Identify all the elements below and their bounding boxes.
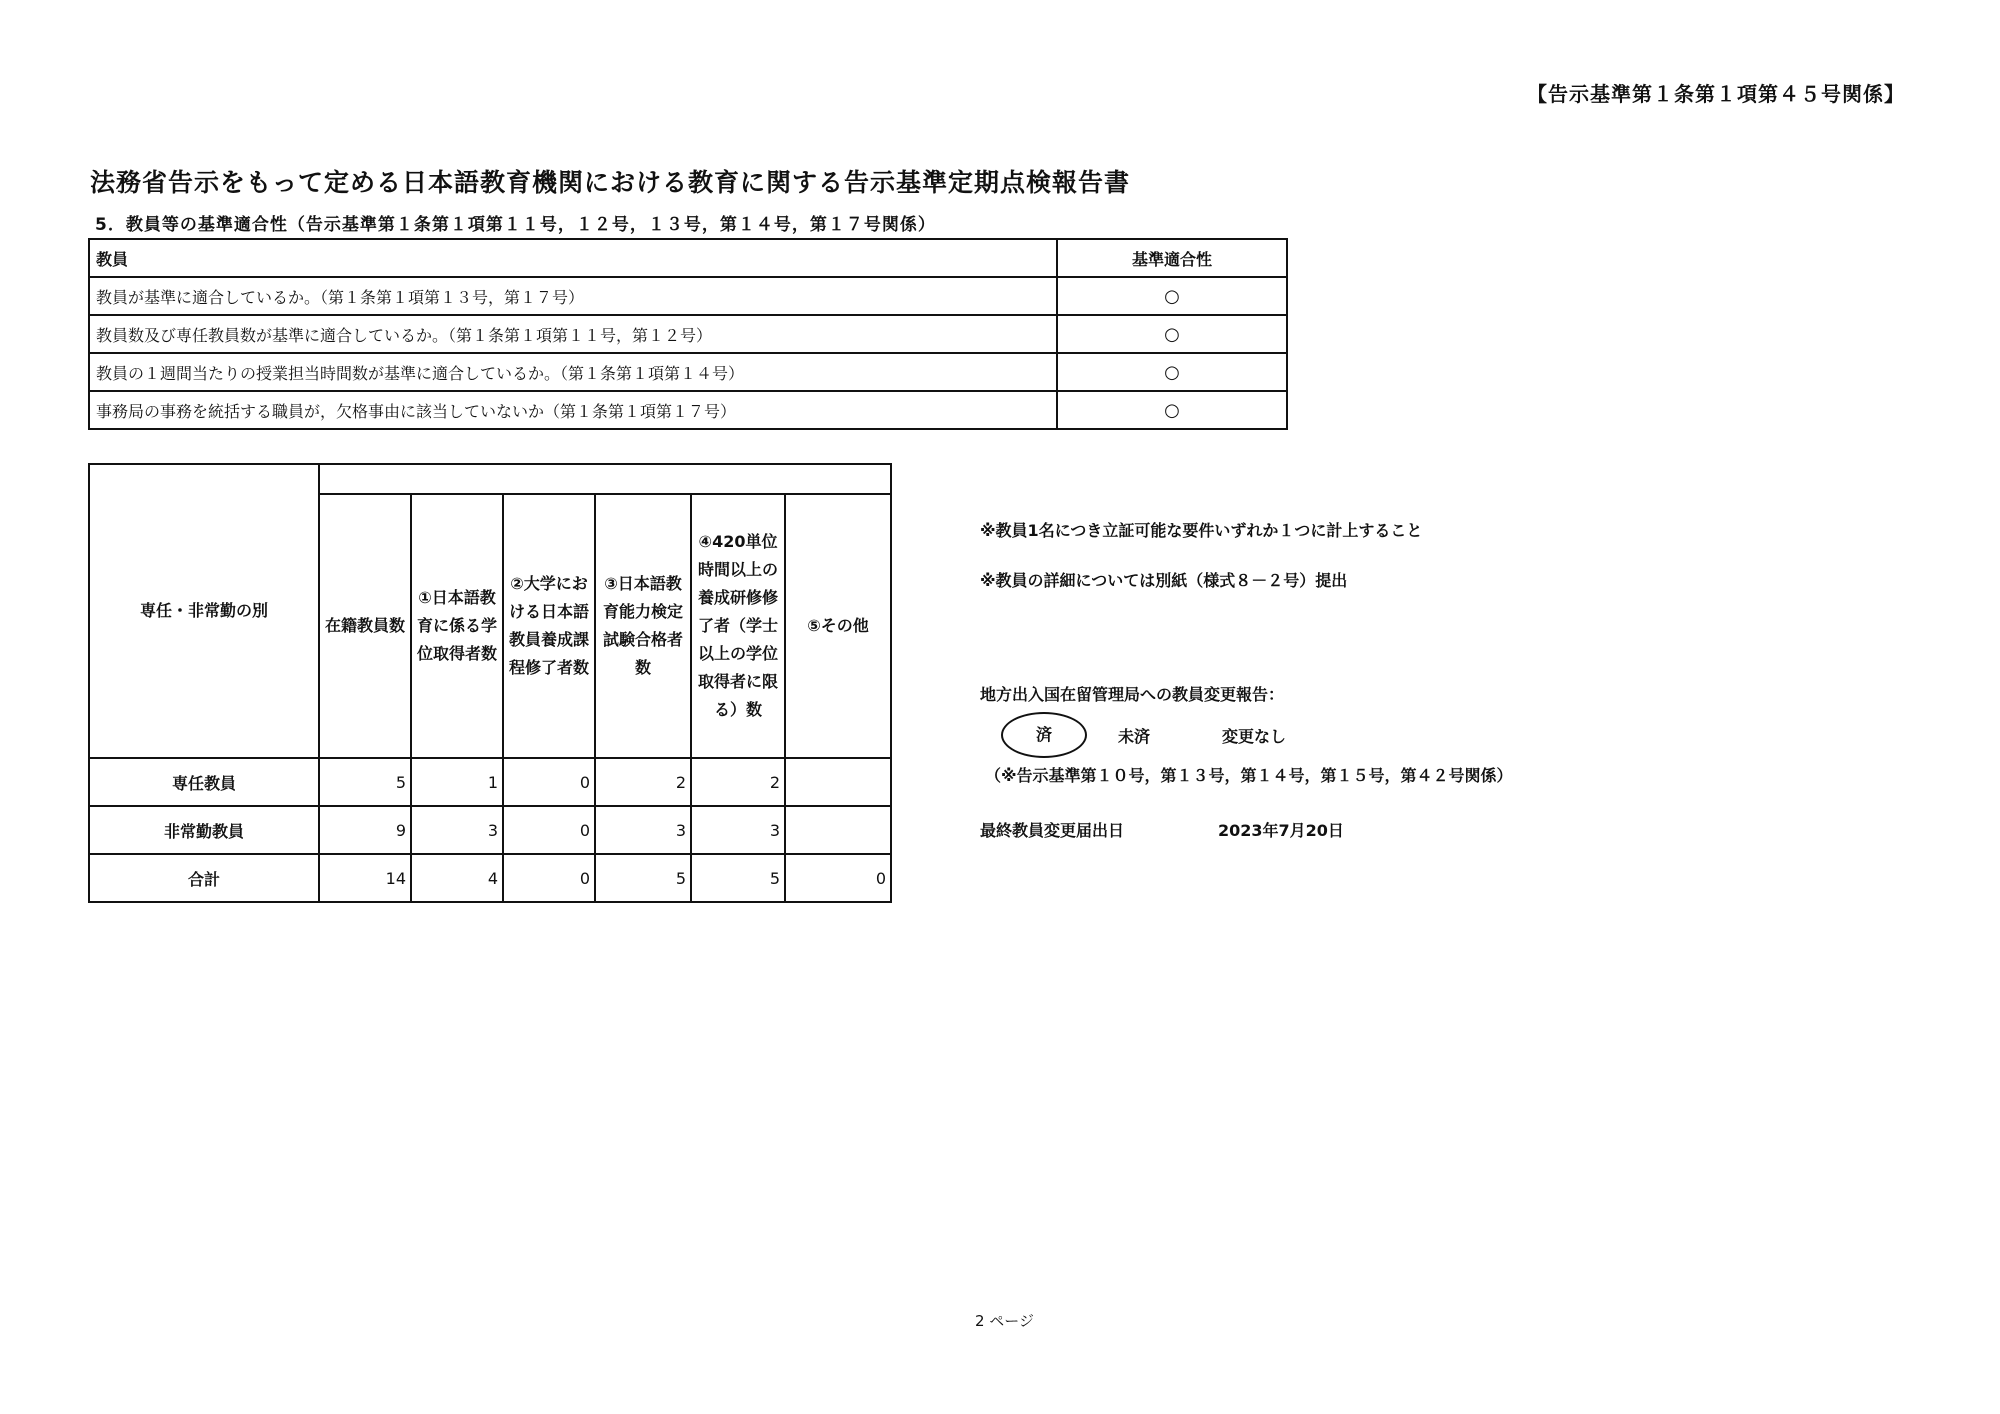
attachment-note: ※教員の詳細については別紙（様式８－２号）提出 xyxy=(980,571,1348,590)
row-label: 専任教員 xyxy=(89,758,319,806)
reference-tag: 【告示基準第１条第１項第４５号関係】 xyxy=(1527,82,1905,106)
training-course-header: ④420単位時間以上の養成研修修了者（学士以上の学位取得者に限る）数 xyxy=(691,494,785,758)
compliance-item: 教員の１週間当たりの授業担当時間数が基準に適合しているか。（第１条第１項第１４号） xyxy=(89,353,1057,391)
section-heading: 5．教員等の基準適合性（告示基準第１条第１項第１１号，１２号，１３号，第１４号，第１７号関係） xyxy=(95,215,936,235)
document-title: 法務省告示をもって定める日本語教育機関における教育に関する告示基準定期点検報告書 xyxy=(90,168,1131,197)
compliance-fit-header: 基準適合性 xyxy=(1057,239,1287,277)
compliance-row xyxy=(89,391,1287,429)
other-header: ⑤その他 xyxy=(785,494,891,758)
enrolled-header: 在籍教員数 xyxy=(319,494,411,758)
status-done-circled: 済 xyxy=(1001,712,1087,758)
q1-cell: 3 xyxy=(411,806,503,854)
compliance-item: 事務局の事務を統括する職員が，欠格事由に該当していないか（第１条第１項第１７号） xyxy=(89,391,1057,429)
enrolled-cell: 9 xyxy=(319,806,411,854)
last-change-label: 最終教員変更届出日 xyxy=(980,821,1125,840)
q4-cell: 3 xyxy=(691,806,785,854)
compliance-row xyxy=(89,315,1287,353)
q1-cell: 4 xyxy=(411,854,503,902)
change-report-label: 地方出入国在留管理局への教員変更報告： xyxy=(980,685,1285,704)
compliance-mark: ○ xyxy=(1057,277,1287,315)
q5-cell xyxy=(785,758,891,806)
enrolled-cell: 5 xyxy=(319,758,411,806)
staff-type-header: 専任・非常勤の別 xyxy=(89,464,319,758)
q4-cell: 2 xyxy=(691,758,785,806)
page-number: 2 ページ xyxy=(975,1312,1035,1330)
staff-header-row-top xyxy=(89,464,891,494)
q3-cell: 3 xyxy=(595,806,691,854)
q3-cell: 2 xyxy=(595,758,691,806)
staff-count-table xyxy=(88,463,892,903)
counting-note: ※教員1名につき立証可能な要件いずれか１つに計上すること xyxy=(980,521,1423,540)
q2-cell: 0 xyxy=(503,758,595,806)
q3-cell: 5 xyxy=(595,854,691,902)
table-row xyxy=(89,758,891,806)
compliance-row xyxy=(89,277,1287,315)
university-course-header: ②大学における日本語教員養成課程修了者数 xyxy=(503,494,595,758)
staff-header-band xyxy=(319,464,891,494)
status-pending: 未済 xyxy=(1118,727,1151,746)
compliance-header-row xyxy=(89,239,1287,277)
compliance-table xyxy=(88,238,1288,430)
row-label: 合計 xyxy=(89,854,319,902)
q5-cell: 0 xyxy=(785,854,891,902)
q5-cell xyxy=(785,806,891,854)
status-no-change: 変更なし xyxy=(1222,727,1287,746)
report-reference-note: （※告示基準第１０号，第１３号，第１４号，第１５号，第４２号関係） xyxy=(985,766,1513,785)
table-row xyxy=(89,806,891,854)
compliance-item: 教員数及び専任教員数が基準に適合しているか。（第１条第１項第１１号，第１２号） xyxy=(89,315,1057,353)
q2-cell: 0 xyxy=(503,806,595,854)
q4-cell: 5 xyxy=(691,854,785,902)
compliance-item: 教員が基準に適合しているか。（第１条第１項第１３号，第１７号） xyxy=(89,277,1057,315)
q1-cell: 1 xyxy=(411,758,503,806)
compliance-item-header: 教員 xyxy=(89,239,1057,277)
row-label: 非常勤教員 xyxy=(89,806,319,854)
proficiency-test-header: ③日本語教育能力検定試験合格者数 xyxy=(595,494,691,758)
last-change-date: 2023年7月20日 xyxy=(1218,821,1344,840)
degree-holders-header: ①日本語教育に係る学位取得者数 xyxy=(411,494,503,758)
compliance-mark: ○ xyxy=(1057,315,1287,353)
q2-cell: 0 xyxy=(503,854,595,902)
compliance-row xyxy=(89,353,1287,391)
compliance-mark: ○ xyxy=(1057,353,1287,391)
enrolled-cell: 14 xyxy=(319,854,411,902)
compliance-mark: ○ xyxy=(1057,391,1287,429)
table-row-total xyxy=(89,854,891,902)
